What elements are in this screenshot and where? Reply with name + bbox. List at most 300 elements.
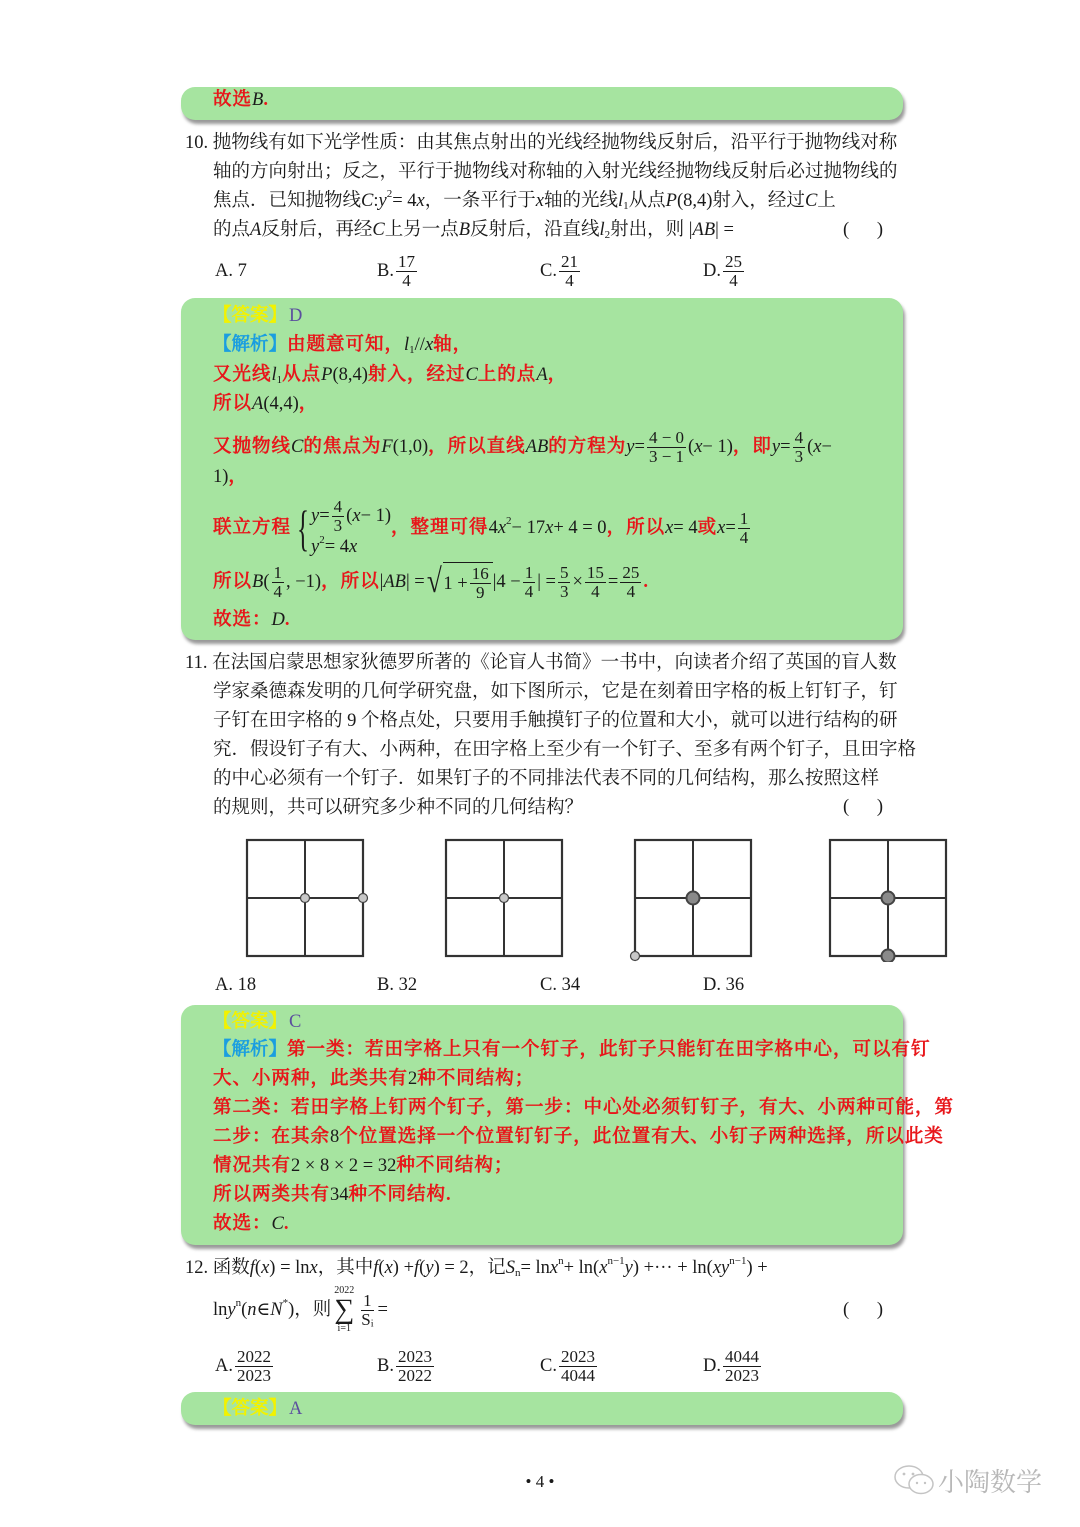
math-variable: N (270, 1300, 283, 1320)
fraction (272, 564, 285, 601)
fraction-denominator: 2023 (237, 1365, 271, 1385)
fraction (620, 564, 641, 601)
math-variable: x (309, 1258, 318, 1278)
math-variable: A (252, 394, 264, 414)
math-variable: y (311, 536, 320, 557)
math-text: + 4 = 0 (553, 518, 607, 538)
fraction-numerator: 4 − 0 (648, 427, 685, 447)
option-b (377, 972, 417, 998)
analysis-text: ，即 (732, 437, 772, 457)
analysis-text: 所以两类共有 (213, 1185, 331, 1205)
math-variable: l (599, 220, 605, 240)
math-variable: B (458, 220, 471, 240)
math-variable: y (425, 1258, 434, 1278)
math-variable: AB (692, 220, 716, 240)
analysis-text: ，所以 (606, 518, 666, 538)
question-10-line (213, 188, 836, 214)
fraction-denominator: 3 (794, 446, 804, 466)
math-text: | = (537, 572, 556, 592)
math-text: ( (419, 1258, 426, 1278)
analysis-line (213, 332, 472, 358)
superscript: n−1 (729, 1255, 747, 1267)
analysis-text (287, 1037, 931, 1063)
analysis-line (213, 1095, 954, 1121)
text: 轴的光线 (543, 191, 618, 211)
math-text: = (607, 572, 619, 592)
equation-row (311, 535, 391, 559)
analysis-line (213, 464, 248, 490)
analysis-line (213, 1211, 289, 1237)
text: 子钉在田字格的 9 个格点处，只要用手触摸钉子的位置和大小，就可以进行结构的研 (213, 711, 898, 731)
fraction-numerator: 25 (622, 562, 640, 582)
math-variable: n (247, 1300, 257, 1320)
radical-sign-icon: √ (426, 563, 442, 600)
math-text: = 4 (324, 536, 350, 557)
fraction (559, 1348, 597, 1385)
fraction-numerator: 4 (794, 427, 804, 447)
math-text: 2 × 8 × 2 = 32 (291, 1156, 397, 1176)
question-10-line (213, 159, 898, 185)
superscript: * (282, 1297, 289, 1309)
option-a (215, 972, 256, 998)
math-text: (8,4) (676, 191, 713, 211)
math-variable: x (416, 191, 425, 211)
fraction-numerator: 1 (524, 562, 534, 582)
text: 上 (817, 191, 836, 211)
question-12-line (185, 1255, 768, 1281)
math-text: D. 36 (703, 974, 745, 995)
math-variable: x (352, 506, 361, 526)
answer-letter: C (289, 1012, 302, 1032)
analysis-text: 上的点 (477, 365, 537, 385)
summation (334, 1285, 354, 1335)
fraction-denominator: 3 (333, 515, 343, 535)
option-a (215, 1346, 275, 1386)
math-text: + ln( (563, 1258, 600, 1278)
math-text: = (725, 518, 736, 538)
analysis-line (213, 560, 649, 604)
watermark-text: 小陶数学 (938, 1468, 1043, 1498)
math-text: // (414, 335, 425, 355)
option-d (703, 1346, 763, 1386)
math-variable: y (311, 506, 320, 526)
fraction (723, 253, 744, 290)
math-text: − 1) (702, 437, 733, 457)
answer-box-q9-tail (181, 87, 903, 120)
math-text: = (377, 1300, 388, 1320)
fraction-denominator: 4 (524, 581, 534, 601)
equation-rows (311, 498, 391, 559)
fraction-numerator: 21 (560, 251, 578, 271)
math-variable: x (599, 1258, 608, 1278)
question-11-line (213, 766, 879, 792)
analysis-text: 大、小两种，此类共有 (213, 1069, 409, 1089)
math-text: B. (377, 1355, 394, 1376)
analysis-text (287, 332, 472, 358)
math-variable: A (250, 220, 262, 240)
analysis-text: ，整理可得 (391, 518, 489, 538)
math-text: = (634, 437, 645, 457)
math-text: − 1) (360, 506, 392, 526)
analysis-text: 情况共有 (213, 1156, 292, 1176)
fraction (396, 1348, 434, 1385)
fraction-numerator: 4 (333, 496, 343, 516)
question-11-line (213, 679, 898, 705)
option-d (703, 252, 746, 290)
analysis-text: 的方程为 (548, 437, 627, 457)
superscript: 2 (506, 515, 512, 527)
math-variable: f (414, 1258, 420, 1278)
square-root (425, 562, 493, 602)
peg-board-figure-4 (823, 836, 953, 962)
math-variable: x (424, 335, 434, 355)
math-variable: y (378, 191, 387, 211)
math-variable: y (227, 1300, 236, 1320)
math-text: ) = ln (269, 1258, 310, 1278)
text: 学家桑德森发明的几何学研究盘，如下图所示，它是在刻着田字格的板上钉钉子，钉 (213, 682, 898, 702)
peg-board-figure-2 (439, 836, 569, 962)
question-11-line (213, 737, 916, 763)
math-variable: x (545, 518, 554, 538)
analysis-text: 种不同结构； (396, 1156, 514, 1176)
math-text: = 4 (673, 518, 698, 538)
superscript: 2 (319, 533, 325, 546)
text: 从点 (628, 191, 666, 211)
math-variable: C (804, 191, 818, 211)
question-10-line (213, 217, 734, 243)
text: ，则 (294, 1300, 332, 1320)
analysis-line (213, 1066, 534, 1092)
math-variable: AB (383, 572, 406, 592)
left-brace-icon: { (297, 500, 310, 556)
fraction (235, 1348, 273, 1385)
analysis-text: 种不同结构； (417, 1069, 535, 1089)
superscript: 2 (386, 188, 393, 200)
fraction-numerator: 2023 (560, 1346, 595, 1366)
option-c (540, 252, 582, 290)
math-variable: x (549, 1258, 559, 1278)
subscript: 1 (409, 344, 415, 356)
page-number: • 4 • (525, 1472, 555, 1491)
fraction-denominator: 9 (475, 583, 485, 602)
math-text: − 17 (511, 518, 546, 538)
math-text: ) (288, 1300, 295, 1320)
option-a (215, 252, 247, 290)
analysis-line (213, 362, 567, 388)
analysis-text: 由题意可知， (287, 335, 405, 355)
analysis-text: . (263, 90, 269, 110)
text: 射入，经过 (712, 191, 805, 211)
math-text: ( (241, 1300, 248, 1320)
math-variable: f (373, 1258, 379, 1278)
analysis-text: ， (228, 467, 248, 487)
wechat-icon (892, 1463, 938, 1499)
analysis-label: 【解析】 (213, 335, 288, 355)
math-text: × (572, 572, 583, 592)
fraction-numerator: 25 (725, 251, 742, 271)
option-d (703, 972, 744, 998)
analysis-text: ， (298, 394, 319, 414)
analysis-line (213, 1153, 513, 1179)
option-b (377, 252, 419, 290)
fraction-numerator: 5 (559, 562, 569, 582)
math-variable: l (271, 365, 277, 385)
analysis-text: ，所以 (321, 572, 380, 592)
analysis-text: 故选： (213, 1214, 272, 1234)
math-text: | = (715, 220, 734, 240)
fraction-numerator: 1 (363, 1290, 372, 1310)
analysis-text: 二步：在其余 (213, 1127, 331, 1147)
math-text: C. 34 (540, 974, 581, 995)
fraction-denominator: 3 − 1 (648, 446, 685, 466)
math-variable: AB (525, 437, 549, 457)
math-text: A. (215, 1355, 233, 1376)
math-text: , −1) (286, 572, 322, 592)
math-variable: C (271, 1214, 284, 1234)
math-text: (1,0) (392, 437, 429, 457)
math-variable: x (497, 518, 507, 538)
fraction-denominator: 3 (559, 581, 569, 601)
math-text: ( (378, 1258, 385, 1278)
math-variable: A (536, 365, 548, 385)
fraction-denominator: 4 (729, 270, 738, 290)
radicand (443, 562, 492, 602)
math-text: ) +··· + ln( (632, 1258, 713, 1278)
math-text: ( (807, 437, 814, 457)
math-variable: D (271, 610, 285, 630)
text: 究．假设钉子有大、小两种，在田字格上至少有一个钉子、至多有两个钉子，且田字格 (213, 740, 917, 760)
math-variable: x (261, 1258, 270, 1278)
subscript: 1 (623, 200, 629, 212)
text: 上另一点 (384, 220, 459, 240)
answer-line (213, 303, 302, 329)
text: 11. 在法国启蒙思想家狄德罗所著的《论盲人书简》一书中，向读者介绍了英国的盲人数 (185, 653, 897, 673)
math-text: B. 32 (377, 974, 418, 995)
small-peg (359, 894, 368, 903)
answer-line (213, 1396, 302, 1422)
math-text: 1 + (443, 573, 468, 594)
sigma-icon: ∑ (334, 1294, 355, 1325)
equation-system (291, 498, 391, 559)
answer-line (213, 1009, 301, 1035)
analysis-text: ， (547, 365, 568, 385)
math-text: − (821, 437, 832, 457)
math-text: = (780, 437, 791, 457)
subscript: n (514, 1267, 521, 1279)
math-text: D. (703, 1355, 721, 1376)
fraction-denominator: 4044 (560, 1365, 595, 1385)
fraction-numerator: 1 (739, 508, 749, 528)
math-variable: C (465, 365, 478, 385)
fraction (559, 253, 580, 290)
text: : (373, 191, 379, 211)
fraction (723, 1348, 761, 1385)
text: 的规则，共可以研究多少种不同的几何结构？ (213, 798, 584, 818)
fraction-numerator: 2022 (237, 1346, 271, 1366)
fraction (396, 253, 417, 290)
small-peg (301, 894, 310, 903)
answer-label: 【答案】 (213, 1012, 288, 1032)
math-text: = (319, 506, 330, 526)
math-text: ( (346, 506, 353, 526)
analysis-text: 所以 (213, 572, 253, 592)
option-b (377, 1346, 436, 1386)
question-11-line (213, 708, 898, 734)
math-text: 4 (488, 518, 498, 538)
small-peg (631, 952, 640, 961)
analysis-text: 种不同结构. (348, 1185, 452, 1205)
fraction-numerator: 17 (397, 251, 415, 271)
analysis-text: 的焦点为 (303, 437, 382, 457)
subscript: 2 (604, 229, 611, 241)
math-variable: S (505, 1258, 515, 1278)
text: 12. 函数 (185, 1258, 250, 1278)
math-text: | (379, 572, 384, 592)
text: 的点 (213, 220, 251, 240)
fraction-numerator: 15 (586, 562, 604, 582)
math-variable: P (321, 365, 333, 385)
fraction-denominator: 4 (591, 581, 600, 601)
math-text: ) + (746, 1258, 768, 1278)
analysis-text: 所以 (213, 394, 253, 414)
answer-letter: D (289, 306, 303, 326)
analysis-line (213, 427, 832, 467)
math-text: 34 (330, 1185, 349, 1205)
superscript: n (558, 1255, 564, 1267)
superscript: n−1 (607, 1255, 625, 1267)
math-text: ln (213, 1300, 228, 1320)
analysis-text: 或 (697, 518, 718, 538)
math-text: = ln (520, 1258, 550, 1278)
math-variable: B (252, 90, 264, 110)
analysis-text: 轴， (433, 335, 473, 355)
analysis-line (213, 1124, 944, 1150)
analysis-text: 故选 (213, 90, 253, 110)
text: ，其中 (317, 1258, 374, 1278)
analysis-line (213, 496, 752, 557)
fraction (738, 510, 751, 547)
fraction-denominator: 4 (402, 270, 411, 290)
small-peg (500, 894, 509, 903)
math-text: 8 (330, 1127, 340, 1147)
math-variable: x (813, 437, 822, 457)
answer-bracket: ( ) (843, 797, 884, 817)
fraction-denominator: 2023 (725, 1365, 759, 1385)
text: 10. 抛物线有如下光学性质：由其焦点射出的光线经抛物线反射后，沿平行于抛物线对称 (185, 133, 898, 153)
peg-board-figure-1 (240, 836, 370, 962)
analysis-text: . (283, 1214, 290, 1234)
analysis-text: 射入，经过 (367, 365, 466, 385)
analysis-line (213, 1037, 931, 1063)
math-text: ( (263, 572, 270, 592)
math-variable: x (349, 536, 358, 557)
math-variable: xy (712, 1258, 730, 1278)
large-peg (882, 950, 895, 963)
fraction-denominator: 4 (626, 581, 636, 601)
question-10-line (185, 130, 897, 156)
math-text: C. (540, 260, 557, 281)
watermark (892, 1462, 1042, 1499)
large-peg (882, 892, 895, 905)
fraction-denominator: Sᵢ (361, 1309, 374, 1329)
analysis-text: 个位置选择一个位置钉钉子，此位置有大、小钉子两种选择，所以此类 (339, 1127, 944, 1147)
text: 射出，则 | (610, 220, 693, 240)
math-text: A. 7 (215, 260, 247, 281)
math-variable: l (618, 191, 624, 211)
math-text: ( (688, 437, 695, 457)
text: 反射后，再经 (261, 220, 373, 240)
math-text: ( (254, 1258, 262, 1278)
math-text: ) = 2 (433, 1258, 469, 1278)
math-text: C. (540, 1355, 557, 1376)
math-text: A. 18 (215, 974, 257, 995)
math-variable: x (717, 518, 726, 538)
fraction (793, 429, 806, 466)
question-12-line (213, 1286, 388, 1334)
fraction-numerator: 2023 (397, 1346, 432, 1366)
peg-board-figure-3 (628, 836, 758, 962)
analysis-text: 又光线 (213, 365, 272, 385)
answer-label: 【答案】 (213, 306, 288, 326)
text: 的中心必须有一个钉子．如果钉子的不同排法代表不同的几何结构，那么按照这样 (213, 769, 880, 789)
analysis-text: 故选： (213, 610, 272, 630)
analysis-line (213, 607, 291, 633)
analysis-text: . (284, 610, 291, 630)
math-text: (4,4) (263, 394, 299, 414)
analysis-label: 【解析】 (213, 1040, 288, 1060)
math-text: D. (703, 260, 721, 281)
math-text: (8,4) (332, 365, 368, 385)
fraction-denominator: 2022 (397, 1365, 432, 1385)
option-c (540, 1346, 599, 1386)
answer-label: 【答案】 (213, 1399, 288, 1419)
math-variable: B (252, 572, 264, 592)
question-11-line (185, 650, 897, 676)
math-variable: x (665, 518, 674, 538)
math-variable: y (771, 437, 781, 457)
math-text: = 4 (392, 191, 417, 211)
fraction (558, 564, 571, 601)
math-variable: P (665, 191, 677, 211)
option-c (540, 972, 580, 998)
fraction (585, 564, 606, 601)
fraction (470, 565, 491, 602)
answer-letter: A (289, 1399, 303, 1419)
conclusion-line (213, 87, 269, 113)
math-variable: C (361, 191, 374, 211)
fraction-numerator: 4044 (725, 1346, 759, 1366)
answer-bracket: ( ) (843, 1300, 884, 1320)
math-text: 1) (213, 467, 229, 487)
analysis-line (213, 391, 318, 417)
analysis-text: 第一类：若田字格上只有一个钉子，此钉子只能钉在田字格中心，可以有钉 (287, 1040, 931, 1060)
math-variable: y (624, 1258, 633, 1278)
text: ，记 (468, 1258, 506, 1278)
fraction (359, 1292, 375, 1329)
answer-bracket: ( ) (843, 220, 884, 240)
math-text: |4 − (492, 572, 521, 592)
fraction-numerator: 16 (471, 564, 489, 583)
text: ，一条平行于 (424, 191, 536, 211)
math-variable: F (381, 437, 393, 457)
subscript: 1 (276, 374, 283, 386)
fraction (523, 564, 536, 601)
analysis-line (213, 1182, 452, 1208)
superscript: n (235, 1297, 242, 1309)
sum-lower-limit: i=1 (337, 1323, 351, 1334)
math-variable: f (249, 1258, 255, 1278)
fraction-denominator: 4 (565, 270, 574, 290)
